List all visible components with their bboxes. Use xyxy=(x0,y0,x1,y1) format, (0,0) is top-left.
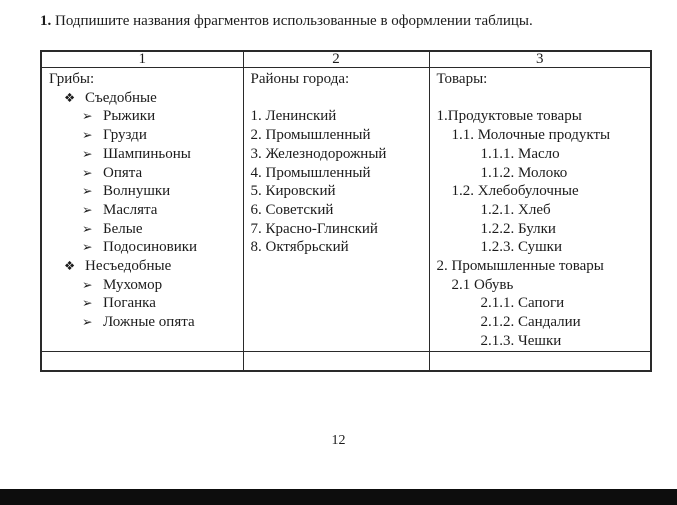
list-item xyxy=(251,238,425,257)
list-item xyxy=(49,220,239,239)
list-item-text: 1.2.3. Сушки xyxy=(480,239,562,256)
list-item-text: 8. Октябрьский xyxy=(250,239,349,256)
list-item-text: 1.1. Молочные продукты xyxy=(451,127,611,144)
list-item xyxy=(437,145,647,164)
list-item xyxy=(437,164,647,183)
list-item xyxy=(49,145,239,164)
list-item-text: Маслята xyxy=(103,201,158,218)
list-item xyxy=(49,126,239,145)
list-item-text: 1.2.1. Хлеб xyxy=(480,201,551,218)
column-header-2: 2 xyxy=(243,51,429,68)
list-item xyxy=(49,294,239,313)
list-item-text: 1.2. Хлебобулочные xyxy=(451,183,579,200)
arrow-bullet-icon: ➢ xyxy=(82,276,93,292)
column-header-3: 3 xyxy=(429,51,651,68)
empty-cell xyxy=(41,351,243,371)
list-item xyxy=(437,257,647,276)
list-item-text: 6. Советский xyxy=(250,201,334,218)
list-item-text: Поганка xyxy=(103,295,156,312)
list-item-text: 2.1.3. Чешки xyxy=(480,332,562,349)
fragments-table xyxy=(40,50,652,372)
list-item-text: Ложные опята xyxy=(103,314,195,331)
cell-districts xyxy=(243,68,429,352)
cell-title: Районы города: xyxy=(250,71,350,87)
cell-mushrooms xyxy=(41,68,243,352)
arrow-bullet-icon: ➢ xyxy=(82,127,93,143)
list-item xyxy=(437,182,647,201)
list-item xyxy=(437,201,647,220)
list-item xyxy=(437,126,647,145)
cell-title: Товары: xyxy=(436,71,488,87)
table-body-row xyxy=(41,68,651,352)
list-item-text: Рыжики xyxy=(103,108,156,125)
list-item-text: 3. Железнодорожный xyxy=(250,145,387,162)
arrow-bullet-icon: ➢ xyxy=(82,295,93,311)
arrow-bullet-icon: ➢ xyxy=(82,314,93,330)
list-item xyxy=(437,332,647,351)
list-item xyxy=(49,313,239,332)
list-item xyxy=(49,182,239,201)
mushrooms-list xyxy=(49,89,239,332)
list-item-text: Несъедобные xyxy=(85,258,172,275)
arrow-bullet-icon: ➢ xyxy=(82,164,93,180)
task-text: Подпишите названия фрагментов использованные в оформлении таблицы. xyxy=(55,13,533,29)
arrow-bullet-icon: ➢ xyxy=(82,201,93,217)
bottom-black-bar xyxy=(0,489,677,505)
list-item-text: Мухомор xyxy=(103,276,163,293)
list-item-text: 7. Красно-Глинский xyxy=(250,220,378,237)
task-heading xyxy=(40,12,533,31)
column-header-1: 1 xyxy=(41,51,243,68)
list-item xyxy=(251,126,425,145)
empty-cell xyxy=(243,351,429,371)
list-item xyxy=(251,145,425,164)
arrow-bullet-icon: ➢ xyxy=(82,220,93,236)
list-item-text: 1.1.1. Масло xyxy=(480,145,560,162)
table-header-row xyxy=(41,51,651,68)
goods-list xyxy=(437,107,647,350)
list-item xyxy=(437,276,647,295)
list-item xyxy=(437,313,647,332)
list-item-text: 2. Промышленные товары xyxy=(436,258,604,275)
list-item xyxy=(49,107,239,126)
list-item xyxy=(49,89,239,108)
list-item xyxy=(437,294,647,313)
table-empty-row xyxy=(41,351,651,371)
list-item xyxy=(49,257,239,276)
list-item-text: Волнушки xyxy=(103,183,171,200)
list-item-text: 4. Промышленный xyxy=(250,164,371,181)
cell-goods xyxy=(429,68,651,352)
list-item xyxy=(49,276,239,295)
list-item-text: 2.1.1. Сапоги xyxy=(480,295,565,312)
list-item xyxy=(251,220,425,239)
list-item xyxy=(437,107,647,126)
empty-cell xyxy=(429,351,651,371)
list-item-text: 1. Ленинский xyxy=(250,108,337,125)
list-item-text: 1.1.2. Молоко xyxy=(480,164,568,181)
list-item-text: Грузди xyxy=(103,127,147,144)
arrow-bullet-icon: ➢ xyxy=(82,239,93,255)
task-number: 1. xyxy=(40,13,52,29)
list-item-text: Съедобные xyxy=(85,89,157,106)
list-item xyxy=(251,182,425,201)
list-item-text: 1.2.2. Булки xyxy=(480,220,556,237)
list-item-text: 2. Промышленный xyxy=(250,127,371,144)
diamond-bullet-icon: ❖ xyxy=(64,258,76,274)
list-item-text: 2.1.2. Сандалии xyxy=(480,314,581,331)
list-item xyxy=(437,220,647,239)
list-item xyxy=(437,238,647,257)
districts-list xyxy=(251,107,425,257)
list-item-text: 1.Продуктовые товары xyxy=(436,108,582,125)
list-item xyxy=(49,238,239,257)
list-item xyxy=(251,201,425,220)
diamond-bullet-icon: ❖ xyxy=(64,89,76,105)
list-item-text: Шампиньоны xyxy=(103,145,191,162)
list-item-text: 5. Кировский xyxy=(250,183,336,200)
list-item-text: Опята xyxy=(103,164,143,181)
arrow-bullet-icon: ➢ xyxy=(82,145,93,161)
arrow-bullet-icon: ➢ xyxy=(82,183,93,199)
list-item-text: 2.1 Обувь xyxy=(451,276,514,293)
list-item xyxy=(49,164,239,183)
page-number: 12 xyxy=(331,433,346,448)
cell-title: Грибы: xyxy=(49,71,95,87)
list-item-text: Подосиновики xyxy=(103,239,198,256)
arrow-bullet-icon: ➢ xyxy=(82,108,93,124)
list-item xyxy=(49,201,239,220)
list-item xyxy=(251,164,425,183)
list-item xyxy=(251,107,425,126)
list-item-text: Белые xyxy=(103,220,143,237)
